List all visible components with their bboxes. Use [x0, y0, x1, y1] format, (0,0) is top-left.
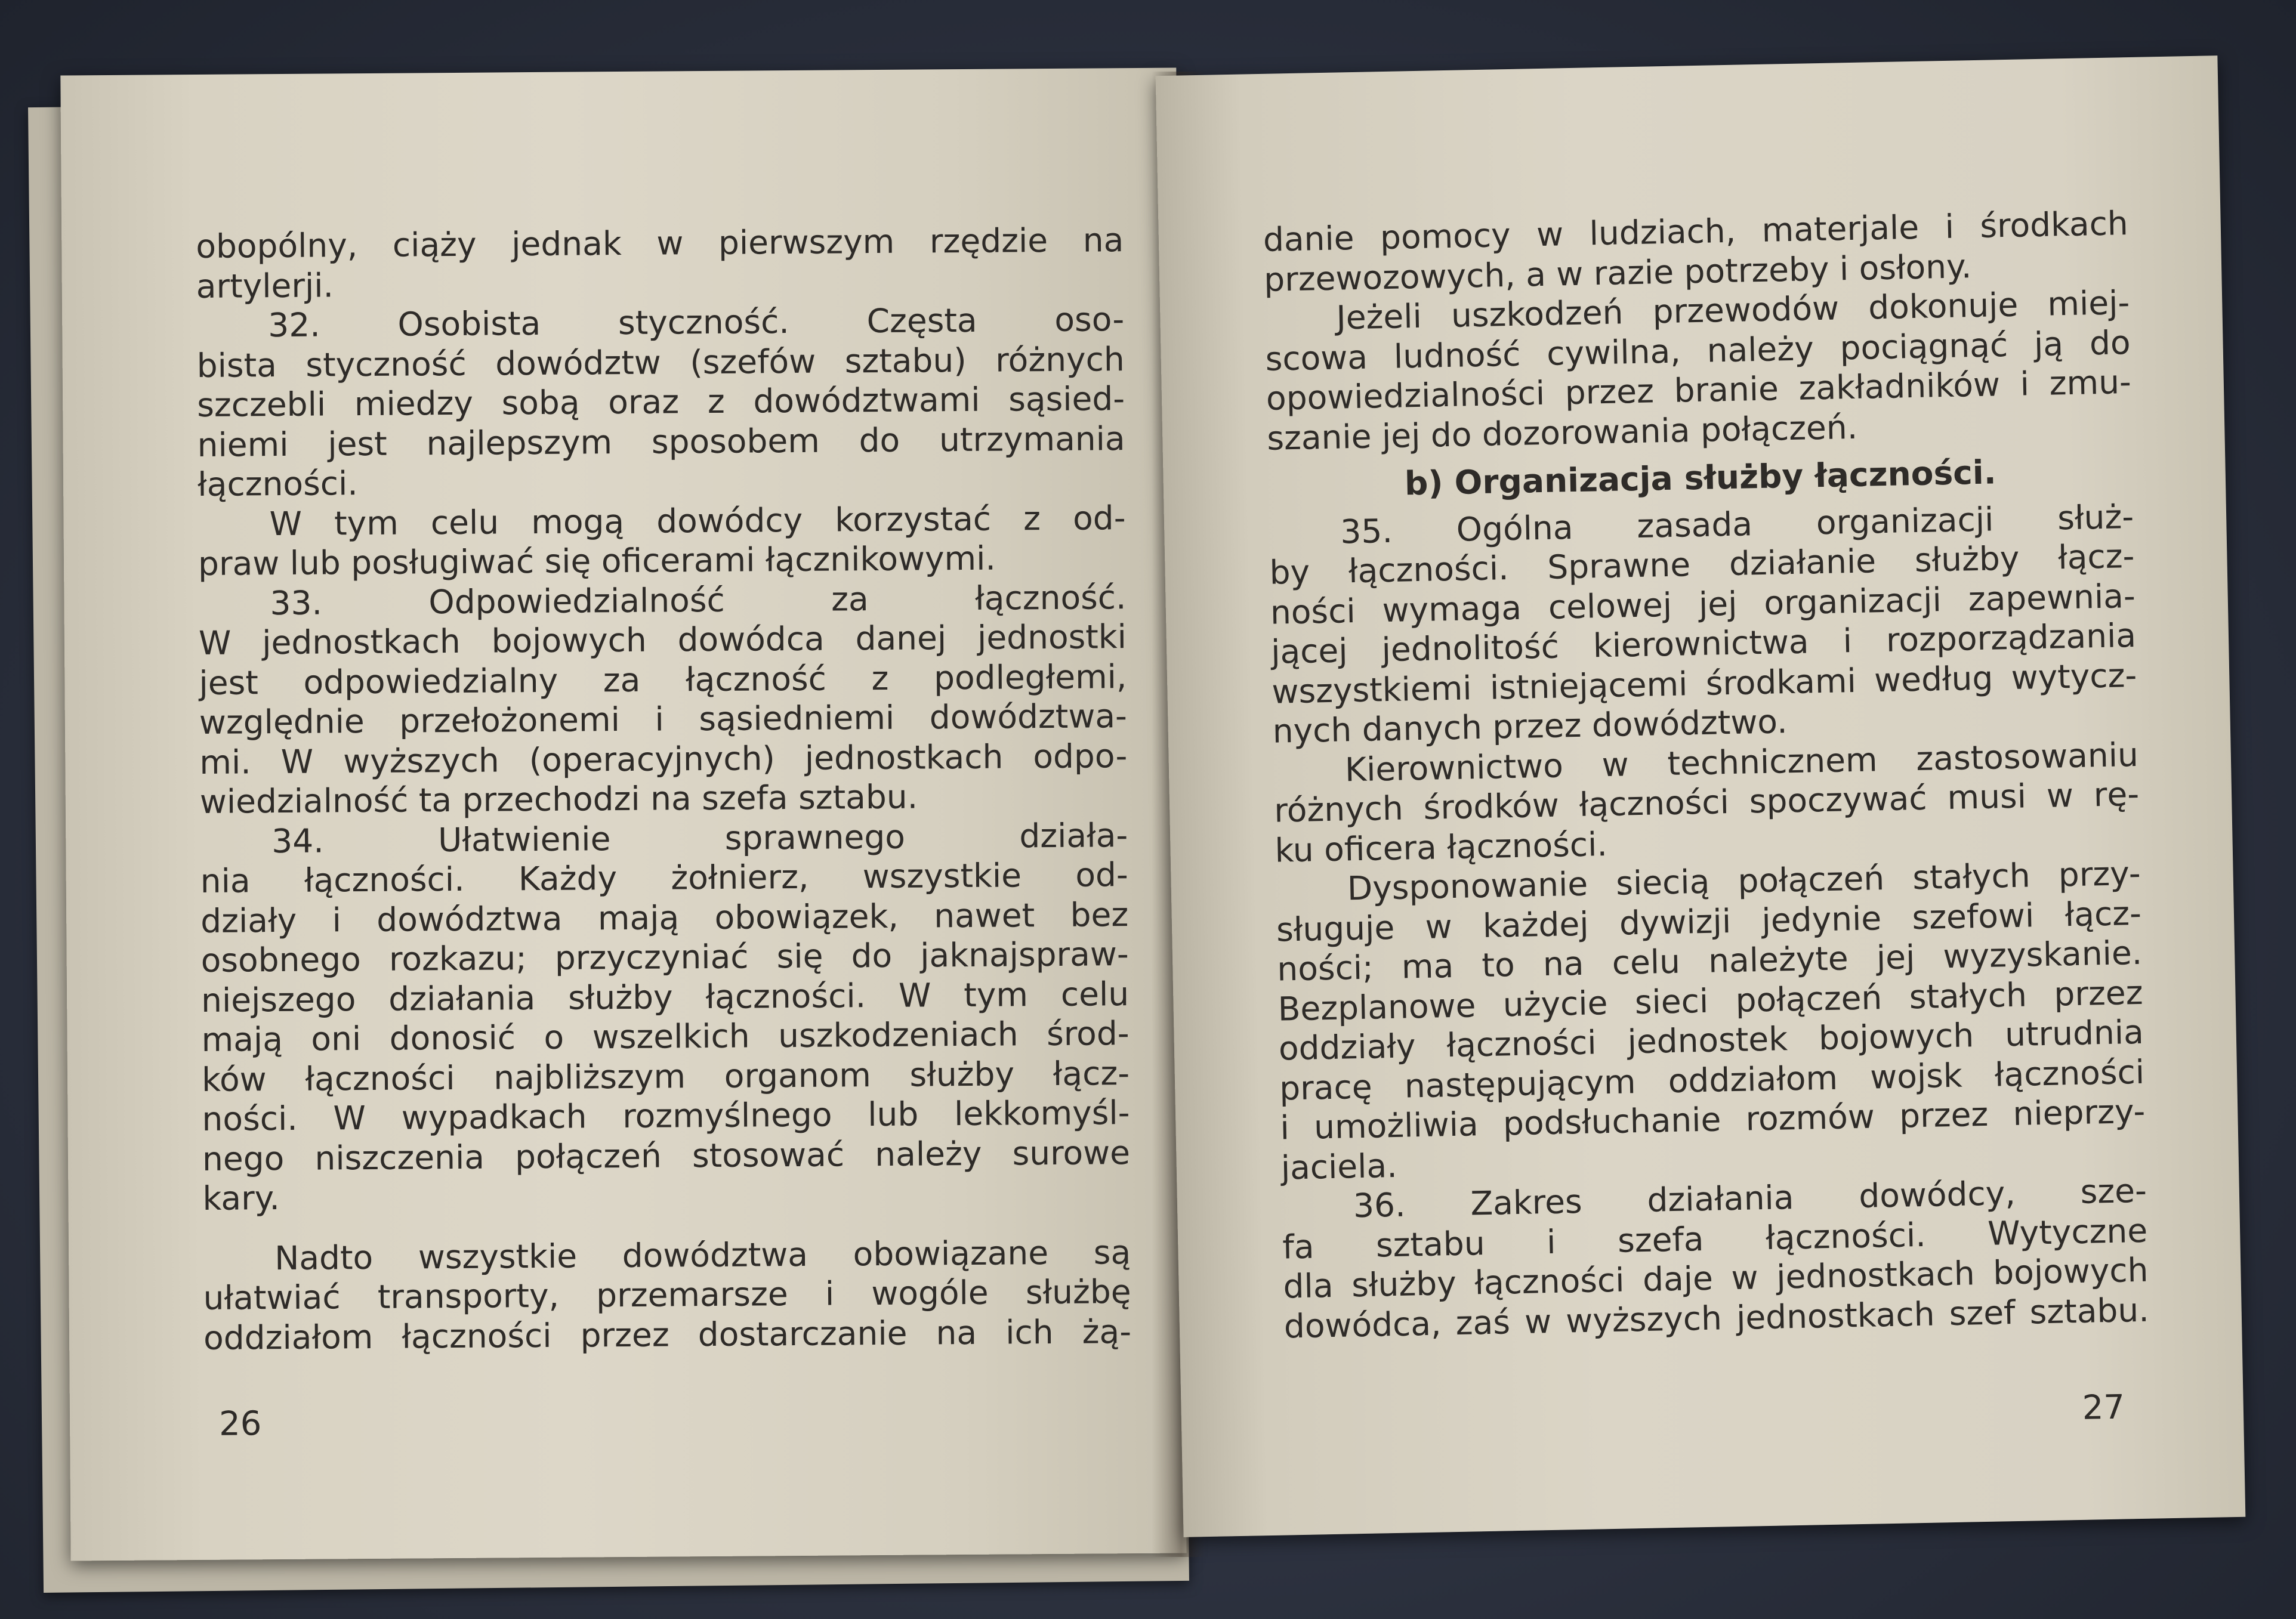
text-line: pracę następującym oddziałom wojsk łączności	[1279, 1052, 2145, 1108]
text-line: wiedzialność ta przechodzi na szefa sztabu.	[199, 777, 918, 821]
text-line: praw lub posługiwać się oficerami łącznikowymi.	[197, 539, 996, 583]
text-line: jaciela.	[1280, 1146, 1398, 1187]
text-line: Dysponowanie siecią połączeń stałych przy-	[1347, 854, 2141, 908]
text-line: i umożliwia podsłuchanie rozmów przez nieprzy-	[1279, 1092, 2146, 1147]
section-heading-36: 36. Zakres działania dowódcy, sze-	[1353, 1171, 2147, 1225]
text-line: oddziałom łączności przez dostarczanie na ich żą-	[203, 1312, 1132, 1357]
text-line: jącej jednolitość kierownictwa i rozporządzania	[1270, 616, 2137, 671]
right-page	[1156, 55, 2246, 1537]
text-line: ności wymaga celowej jej organizacji zapewnia-	[1270, 576, 2136, 632]
text-line: niemi jest najlepszym sposobem do utrzymania	[197, 419, 1125, 464]
text-line: różnych środków łączności spoczywać musi w rę-	[1273, 774, 2140, 830]
text-line: nego niszczenia połączeń stosować należy surowe	[202, 1133, 1131, 1178]
text-line: W tym celu mogą dowódcy korzystać z od-	[269, 498, 1126, 543]
page-number-left: 26	[218, 1404, 262, 1444]
text-line: oddziały łączności jednostek bojowych utrudnia	[1278, 1012, 2144, 1068]
text-line: fa sztabu i szefa łączności. Wytyczne	[1282, 1211, 2148, 1266]
text-line: dowódca, zaś w wyższych jednostkach szef sztabu.	[1283, 1290, 2150, 1346]
text-line: W jednostkach bojowych dowódca danej jednostki	[198, 617, 1127, 662]
text-line: szanie jej do dozorowania połączeń.	[1266, 407, 1858, 458]
text-line: ułatwiać transporty, przemarsze i wogóle służbę	[203, 1272, 1131, 1317]
text-line: opowiedzialności przez branie zakładników i zmu-	[1266, 363, 2132, 418]
text-line: mi. W wyższych (operacyjnych) jednostkach odpo-	[199, 736, 1128, 781]
text-line: łączności.	[197, 464, 358, 503]
text-line: nych danych przez dowództwo.	[1272, 702, 1788, 750]
text-line: osobnego rozkazu; przyczyniać się do jaknajspraw-	[200, 935, 1129, 980]
text-line: artylerji.	[196, 265, 334, 305]
text-line: Jeżeli uszkodzeń przewodów dokonuje miej-	[1335, 283, 2130, 337]
text-line: względnie przełożonemi i sąsiedniemi dowództwa-	[199, 697, 1128, 741]
text-line: danie pomocy w ludziach, materjale i środkach	[1263, 204, 2129, 259]
text-line: sługuje w każdej dywizji jedynie szefowi łącz-	[1276, 894, 2142, 949]
text-line: mają oni donosić o wszelkich uszkodzeniach środ-	[201, 1014, 1130, 1059]
text-line: działy i dowództwa mają obowiązek, nawet bez	[200, 895, 1129, 940]
text-line: ku oficera łączności.	[1274, 824, 1608, 870]
page-number-right: 27	[2082, 1388, 2125, 1428]
text-line: jest odpowiedzialny za łączność z podległemi,	[199, 657, 1127, 702]
left-page	[60, 68, 1186, 1561]
text-line: nia łączności. Każdy żołnierz, wszystkie od-	[200, 855, 1128, 900]
text-line: niejszego działania służby łączności. W tym celu	[200, 974, 1130, 1019]
right-page-text	[1263, 203, 2149, 1346]
text-line: przewozowych, a w razie potrzeby i osłony.	[1263, 246, 1972, 299]
text-line: kary.	[202, 1179, 280, 1218]
text-line: ków łączności najbliższym organom służby łącz-	[201, 1053, 1130, 1099]
text-line: Bezplanowe użycie sieci połączeń stałych przez	[1277, 973, 2144, 1028]
section-heading-35: 35. Ogólna zasada organizacji służ-	[1340, 497, 2134, 551]
text-line: scowa ludność cywilna, należy pociągnąć ją do	[1265, 323, 2131, 378]
text-line: wszystkiemi istniejącemi środkami według wytycz-	[1271, 656, 2137, 711]
text-line: dla służby łączności daje w jednostkach bojowych	[1283, 1250, 2149, 1306]
text-line: by łączności. Sprawne działanie służby łącz-	[1269, 536, 2135, 592]
section-heading-34: 34. Ułatwienie sprawnego działa-	[271, 815, 1128, 860]
left-page-text	[196, 220, 1131, 1358]
text-line: obopólny, ciąży jednak w pierwszym rzędzie na	[196, 221, 1124, 265]
text-line: Kierownictwo w technicznem zastosowaniu	[1344, 735, 2139, 789]
section-heading-33: 33. Odpowiedzialność za łączność.	[270, 577, 1127, 622]
subsection-heading: b) Organizacja służby łączności.	[1404, 453, 1997, 503]
text-line: ności; ma to na celu należyte jej wyzyskanie.	[1276, 933, 2143, 988]
text-line: szczebli miedzy sobą oraz z dowództwami sąsied-	[196, 379, 1125, 424]
section-heading-32: 32. Osobista styczność. Częsta oso-	[268, 300, 1125, 345]
text-line: bista styczność dowództw (szefów sztabu) różnych	[196, 339, 1125, 385]
text-line: ności. W wypadkach rozmyślnego lub lekkomyśl-	[202, 1093, 1130, 1138]
text-line: Nadto wszystkie dowództwa obowiązane są	[274, 1232, 1131, 1277]
